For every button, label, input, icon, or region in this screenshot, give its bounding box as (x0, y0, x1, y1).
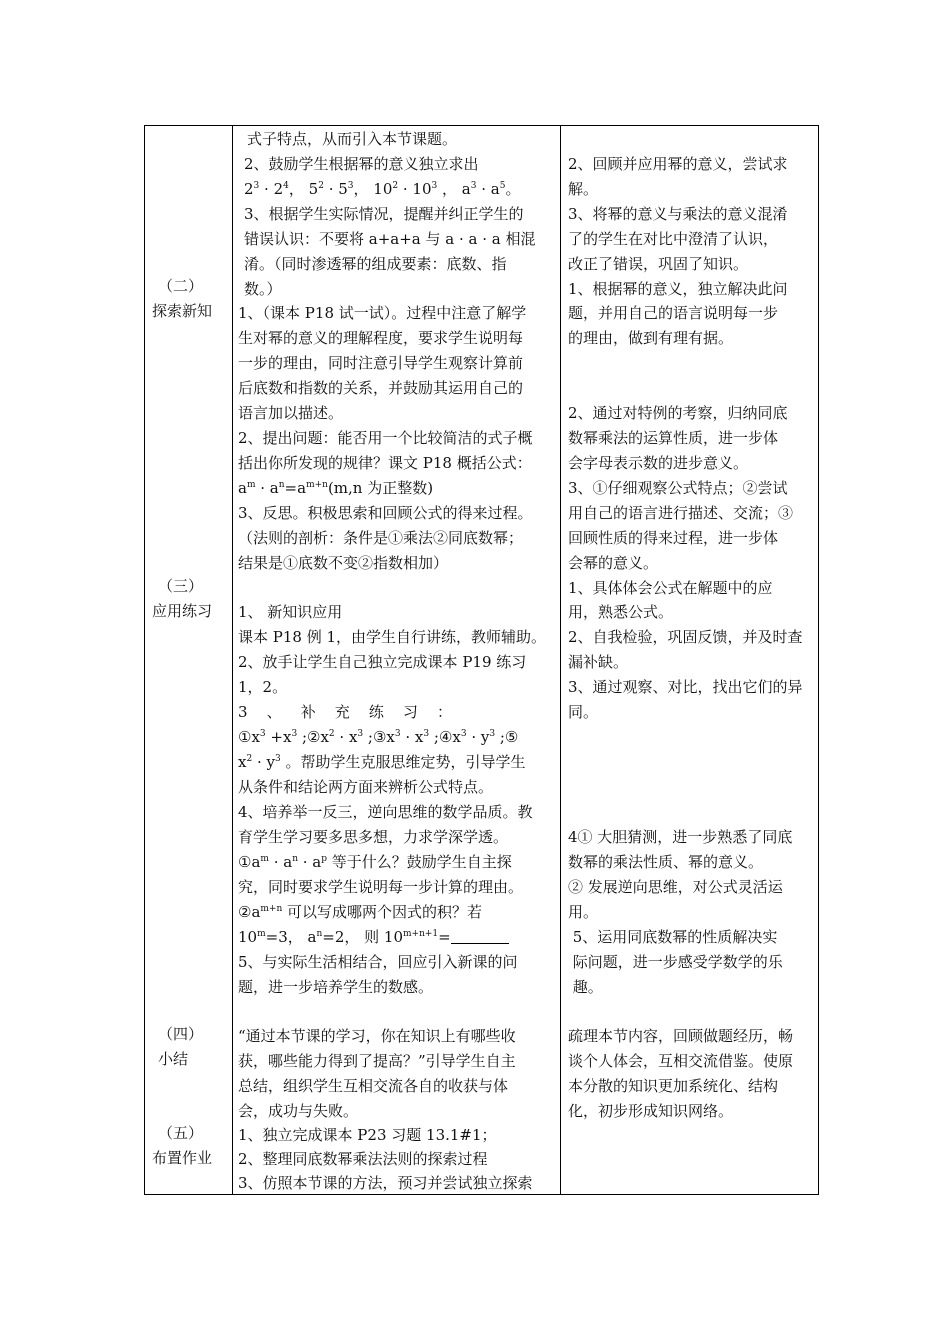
stage-4-name: 小结 (158, 1050, 189, 1068)
student-line: 用自己的语言进行描述、交流；③ (568, 504, 794, 522)
teacher-line: 淆。（同时渗透幂的组成要素：底数、指 (244, 255, 507, 273)
teacher-line: 1、独立完成课本 P23 习题 13.1#1； (238, 1126, 497, 1144)
student-line: 3、将幂的意义与乘法的意义混淆 (568, 205, 788, 223)
formula-condition: (m,n 为正整数) (327, 479, 434, 497)
teacher-line: 育学生学习要多思多想，力求学深学透。 (238, 828, 509, 846)
student-line: 改正了错误，巩固了知识。 (568, 255, 749, 273)
stage-2-number: （二） (158, 277, 204, 295)
teacher-line-exercises: $x^2 \cdot y^3$ 。帮助学生克服思维定势，引导学生 (238, 753, 526, 771)
student-line: 用，熟悉公式。 (568, 603, 674, 621)
teacher-line: 一步的理由，同时注意引导学生观察计算前 (238, 354, 524, 372)
teacher-line-question2b: $10^m=3$， $a^n=2$， 则 $10^{m+n+1}=$ (238, 926, 509, 948)
teacher-line: 题，进一步培养学生的数感。 (238, 978, 434, 996)
student-line: 回顾性质的得来过程，进一步体 (568, 529, 779, 547)
teacher-line: 1、 新知识应用 (238, 603, 343, 621)
student-line: 2、自我检验，巩固反馈，并及时查 (568, 628, 803, 646)
student-line: 会幂的意义。 (568, 554, 659, 572)
student-line: 化，初步形成知识网络。 (568, 1102, 734, 1120)
teacher-line: 错误认识：不要将 a+a+a 与 a · a · a 相混 (244, 230, 536, 248)
student-line: 1、根据幂的意义，独立解决此问 (568, 280, 788, 298)
teacher-line: 3 、 补 充 练 习 ： (238, 703, 452, 721)
student-line: 际问题，进一步感受学数学的乐 (568, 953, 783, 971)
student-line: 同。 (568, 703, 599, 721)
teacher-line-question2: $②a^{m+n}$ 可以写成哪两个因式的积？若 (238, 903, 483, 921)
teacher-line: 后底数和指数的关系，并鼓励其运用自己的 (238, 379, 524, 397)
student-line: 2、通过对特例的考察，归纳同底 (568, 404, 788, 422)
teacher-line: 总结，组织学生互相交流各自的收获与体 (238, 1077, 509, 1095)
teacher-line: 5、与实际生活相结合，回应引入新课的问 (238, 953, 518, 971)
teacher-line: 3、根据学生实际情况，提醒并纠正学生的 (244, 205, 524, 223)
teacher-line: 获，哪些能力得到了提高？”引导学生自主 (238, 1052, 516, 1070)
student-line: 的理由，做到有理有据。 (568, 329, 734, 347)
teacher-line: 会，成功与失败。 (238, 1102, 359, 1120)
teacher-line: （法则的剖析：条件是①乘法②同底数幂； (238, 529, 524, 547)
student-line: 题，并用自己的语言说明每一步 (568, 304, 779, 322)
student-line: 1、具体体会公式在解题中的应 (568, 579, 773, 597)
teacher-line: 4、培养举一反三，逆向思维的数学品质。教 (238, 803, 533, 821)
teacher-line: 2、提出问题：能否用一个比较简洁的式子概 (238, 429, 533, 447)
teacher-line: 3、反思。积极思索和回顾公式的得来过程。 (238, 504, 533, 522)
teacher-line: 从条件和结论两方面来辨析公式特点。 (238, 778, 494, 796)
student-line: 会字母表示数的进步意义。 (568, 454, 749, 472)
teacher-line: 课本 P18 例 1，由学生自行讲练，教师辅助。 (238, 628, 547, 646)
teacher-line: 3、仿照本节课的方法，预习并尝试独立探索 (238, 1174, 533, 1192)
stage-4-number: （四） (158, 1025, 204, 1043)
student-line: 3、通过观察、对比，找出它们的异 (568, 678, 803, 696)
teacher-line: 2、放手让学生自己独立完成课本 P19 练习 (238, 653, 527, 671)
teacher-line: 语言加以描述。 (238, 404, 344, 422)
teacher-line: 数。） (244, 280, 282, 298)
teacher-line-exercises: $①x^3 +x^3$ $;②x^2 \cdot x^3$ $;③x^3 \cdot x^3$ $;④x^3 \cdot y^3$ ;⑤ (238, 728, 519, 746)
student-line: 漏补缺。 (568, 653, 629, 671)
teacher-line-powers: $2^3 \cdot 2^4$， $5^2 \cdot 5^3$， $10^2 \cdot 10^3$ ， $a^3 \cdot a^5$。 (244, 180, 521, 198)
teacher-line: 式子特点，从而引入本节课题。 (247, 130, 458, 148)
student-line: 4① 大胆猜测，进一步熟悉了同底 (568, 828, 793, 846)
teacher-text: 可以写成哪两个因式的积？若 (287, 903, 483, 921)
student-line: 数幂乘法的运算性质，进一步体 (568, 429, 779, 447)
teacher-line: 括出你所发现的规律？课文 P18 概括公式： (238, 454, 532, 472)
teacher-line: 1，2。 (238, 678, 288, 696)
stage-3-number: （三） (158, 577, 204, 595)
teacher-line-formula: $a^m \cdot a^n=a^{m+n}(m,n$ 为正整数) (238, 479, 434, 497)
teacher-line: 2、鼓励学生根据幂的意义独立求出 (244, 155, 479, 173)
column-divider-1 (232, 126, 233, 1194)
student-line: 5、运用同底数幂的性质解决实 (568, 928, 778, 946)
student-line: 3、①仔细观察公式特点；②尝试 (568, 479, 788, 497)
student-line: ② 发展逆向思维，对公式灵活运 (568, 878, 783, 896)
teacher-line: 2、整理同底数幂乘法法则的探索过程 (238, 1150, 488, 1168)
teacher-line: “通过本节课的学习，你在知识上有哪些收 (238, 1027, 516, 1045)
teacher-text: 等于什么？鼓励学生自主探 (331, 853, 512, 871)
student-line: 2、回顾并应用幂的意义，尝试求 (568, 155, 788, 173)
student-line: 疏理本节内容，回顾做题经历，畅 (568, 1027, 794, 1045)
answer-blank (451, 929, 509, 944)
stage-5-name: 布置作业 (152, 1149, 213, 1167)
student-line: 解。 (568, 180, 599, 198)
student-line: 数幂的乘法性质、幂的意义。 (568, 853, 764, 871)
student-line: 用。 (568, 903, 599, 921)
teacher-line: 1、（课本 P18 试一试）。过程中注意了解学 (238, 304, 527, 322)
stage-2-name: 探索新知 (152, 302, 213, 320)
stage-5-number: （五） (158, 1124, 204, 1142)
teacher-line: 结果是①底数不变②指数相加） (238, 554, 449, 572)
stage-3-name: 应用练习 (152, 602, 213, 620)
teacher-line: 究，同时要求学生说明每一步计算的理由。 (238, 878, 524, 896)
student-line: 了的学生在对比中澄清了认识， (568, 230, 779, 248)
teacher-text: 。帮助学生克服思维定势，引导学生 (285, 753, 526, 771)
student-line: 本分散的知识更加系统化、结构 (568, 1077, 779, 1095)
teacher-line: 生对幂的意义的理解程度，要求学生说明每 (238, 329, 524, 347)
student-line: 趣。 (568, 978, 603, 996)
column-divider-2 (560, 126, 561, 1194)
student-line: 谈个人体会，互相交流借鉴。使原 (568, 1052, 794, 1070)
teacher-line-question1: $①a^m \cdot a^n \cdot a^p$ 等于什么？鼓励学生自主探 (238, 853, 512, 871)
